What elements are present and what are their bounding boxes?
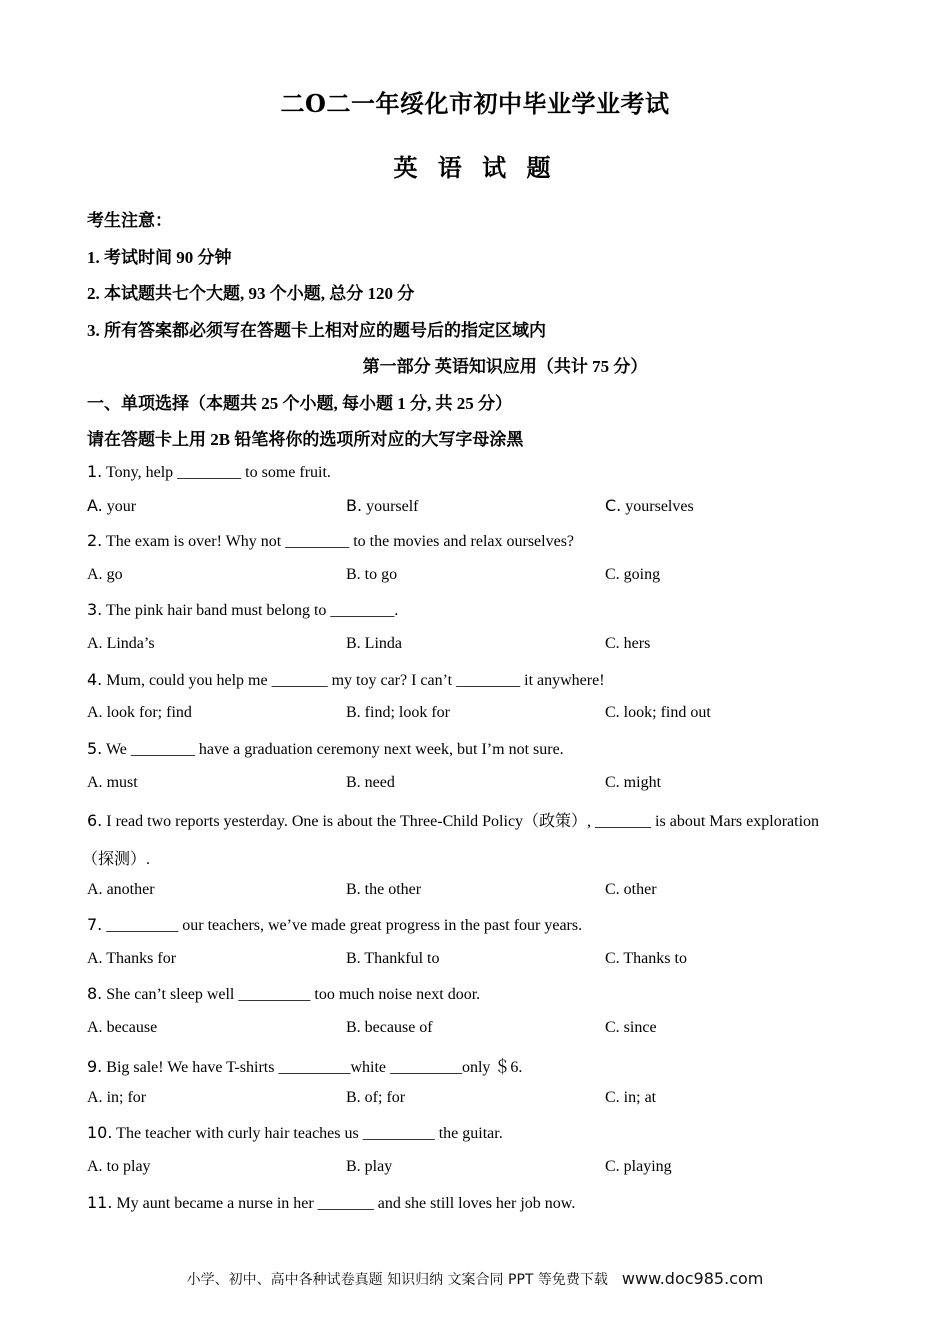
question-number: 9. bbox=[87, 1057, 103, 1076]
question-10 bbox=[87, 1123, 503, 1143]
footer-url-link[interactable]: www.doc985.com bbox=[621, 1269, 764, 1288]
option-c bbox=[605, 1019, 657, 1037]
exam-subtitle: 英 语 试 题 bbox=[393, 153, 557, 182]
option-b bbox=[346, 1158, 392, 1176]
option-label: C. bbox=[605, 1019, 620, 1036]
option-label: B. bbox=[346, 1019, 361, 1036]
option-c bbox=[605, 1158, 672, 1176]
option-text: look; find out bbox=[623, 704, 711, 721]
question-text: My aunt became a nurse in her _______ and she still loves her job now. bbox=[116, 1195, 576, 1212]
option-a bbox=[87, 1158, 151, 1176]
option-text: playing bbox=[623, 1158, 672, 1175]
notice-item: 3. 所有答案都必须写在答题卡上相对应的题号后的指定区域内 bbox=[87, 321, 546, 340]
option-label: A. bbox=[87, 496, 103, 515]
question-number: 4. bbox=[87, 670, 103, 689]
option-text: in; for bbox=[106, 1089, 147, 1106]
option-label: C. bbox=[605, 496, 622, 515]
option-label: C. bbox=[605, 635, 620, 652]
question-number: 3. bbox=[87, 600, 103, 619]
option-text: because bbox=[106, 1019, 158, 1036]
question-4 bbox=[87, 670, 605, 690]
section-instruction: 请在答题卡上用 2B 铅笔将你的选项所对应的大写字母涂黑 bbox=[87, 430, 524, 449]
question-text: She can’t sleep well _________ too much noise next door. bbox=[106, 986, 481, 1003]
option-label: C. bbox=[605, 774, 620, 791]
option-label: A. bbox=[87, 1089, 103, 1106]
question-text: The exam is over! Why not ________ to the movies and relax ourselves? bbox=[105, 533, 575, 550]
option-label: C. bbox=[605, 1089, 620, 1106]
option-a bbox=[87, 881, 155, 899]
option-text: need bbox=[364, 774, 395, 791]
notice-item: 1. 考试时间 90 分钟 bbox=[87, 248, 232, 267]
option-c bbox=[605, 881, 657, 899]
question-text: Mum, could you help me _______ my toy car? I can’t ________ it anywhere! bbox=[106, 672, 605, 689]
option-b bbox=[346, 950, 439, 968]
option-text: of; for bbox=[364, 1089, 406, 1106]
question-number: 7. bbox=[87, 915, 103, 934]
option-label: B. bbox=[346, 496, 363, 515]
option-a bbox=[87, 950, 176, 968]
question-text: _________ our teachers, we’ve made great progress in the past four years. bbox=[106, 917, 583, 934]
notice-item: 2. 本试题共七个大题, 93 个小题, 总分 120 分 bbox=[87, 284, 415, 303]
option-label: B. bbox=[346, 704, 361, 721]
option-text: Linda’s bbox=[106, 635, 155, 652]
option-label: A. bbox=[87, 566, 103, 583]
exam-title: 二O二一年绥化市初中毕业学业考试 bbox=[280, 89, 670, 118]
option-c bbox=[605, 950, 687, 968]
option-text: look for; find bbox=[106, 704, 192, 721]
option-label: B. bbox=[346, 950, 361, 967]
option-b bbox=[346, 1019, 433, 1037]
option-b bbox=[346, 1089, 405, 1107]
option-text: your bbox=[106, 498, 137, 515]
option-label: C. bbox=[605, 566, 620, 583]
option-a bbox=[87, 566, 123, 584]
option-label: A. bbox=[87, 1019, 103, 1036]
option-label: B. bbox=[346, 1158, 361, 1175]
option-label: C. bbox=[605, 881, 620, 898]
question-text: Tony, help ________ to some fruit. bbox=[105, 464, 331, 481]
question-6-continuation: （探测）. bbox=[82, 851, 151, 868]
question-8 bbox=[87, 984, 480, 1004]
option-b bbox=[346, 496, 419, 516]
option-text: hers bbox=[623, 635, 651, 652]
option-label: A. bbox=[87, 635, 103, 652]
question-text: The teacher with curly hair teaches us _________ the guitar. bbox=[116, 1125, 503, 1142]
option-label: A. bbox=[87, 881, 103, 898]
option-label: A. bbox=[87, 774, 103, 791]
question-number: 2. bbox=[87, 531, 103, 550]
option-label: A. bbox=[87, 1158, 103, 1175]
option-c bbox=[605, 635, 650, 653]
question-1 bbox=[87, 462, 331, 482]
option-text: might bbox=[623, 774, 662, 791]
option-c bbox=[605, 704, 711, 722]
question-number: 8. bbox=[87, 984, 103, 1003]
option-a bbox=[87, 1089, 146, 1107]
footer-text: 小学、初中、高中各种试卷真题 知识归纳 文案合同 PPT 等免费下载 bbox=[186, 1272, 608, 1288]
question-text: Big sale! We have T-shirts _________white _________only ＄6. bbox=[106, 1059, 523, 1076]
option-a bbox=[87, 496, 136, 516]
option-b bbox=[346, 635, 402, 653]
option-c bbox=[605, 1089, 656, 1107]
question-6 bbox=[87, 808, 819, 831]
question-text: The pink hair band must belong to ________. bbox=[105, 602, 399, 619]
option-text: Thanks to bbox=[623, 950, 687, 967]
option-label: B. bbox=[346, 635, 361, 652]
option-c bbox=[605, 566, 660, 584]
footer-banner bbox=[0, 1269, 950, 1289]
question-9 bbox=[87, 1054, 522, 1077]
option-c bbox=[605, 496, 694, 516]
question-text: We ________ have a graduation ceremony next week, but I’m not sure. bbox=[105, 741, 564, 758]
option-b bbox=[346, 704, 450, 722]
notice-heading: 考生注意： bbox=[87, 211, 172, 230]
question-7 bbox=[87, 915, 582, 935]
option-label: B. bbox=[346, 566, 361, 583]
option-a bbox=[87, 1019, 157, 1037]
option-label: C. bbox=[605, 704, 620, 721]
question-number: 6. bbox=[87, 811, 103, 830]
question-2 bbox=[87, 531, 574, 551]
option-label: B. bbox=[346, 774, 361, 791]
option-text: going bbox=[623, 566, 661, 583]
option-text: the other bbox=[364, 881, 422, 898]
part-title: 第一部分 英语知识应用（共计 75 分） bbox=[362, 357, 648, 376]
question-number: 5. bbox=[87, 739, 103, 758]
option-text: since bbox=[623, 1019, 657, 1036]
question-number: 11. bbox=[87, 1193, 113, 1212]
question-11 bbox=[87, 1193, 575, 1213]
option-label: C. bbox=[605, 950, 620, 967]
option-a bbox=[87, 704, 192, 722]
question-3 bbox=[87, 600, 398, 620]
question-text: I read two reports yesterday. One is about the Three-Child Policy（政策）, _______ is about Mars exploration bbox=[106, 813, 820, 830]
option-text: to play bbox=[106, 1158, 151, 1175]
option-text: must bbox=[106, 774, 138, 791]
section-title: 一、单项选择（本题共 25 个小题, 每小题 1 分, 共 25 分） bbox=[87, 394, 512, 413]
option-text: other bbox=[623, 881, 657, 898]
option-text: Thanks for bbox=[106, 950, 177, 967]
option-label: A. bbox=[87, 950, 103, 967]
option-b bbox=[346, 881, 421, 899]
option-b bbox=[346, 566, 397, 584]
option-b bbox=[346, 774, 395, 792]
option-text: to go bbox=[364, 566, 398, 583]
option-text: go bbox=[106, 566, 123, 583]
option-text: another bbox=[106, 881, 155, 898]
option-label: B. bbox=[346, 1089, 361, 1106]
question-5 bbox=[87, 739, 564, 759]
option-text: Thankful to bbox=[364, 950, 440, 967]
option-text: play bbox=[364, 1158, 393, 1175]
option-label: B. bbox=[346, 881, 361, 898]
option-text: yourselves bbox=[625, 498, 694, 515]
option-label: A. bbox=[87, 704, 103, 721]
question-number: 10. bbox=[87, 1123, 113, 1142]
question-number: 1. bbox=[87, 462, 103, 481]
option-text: find; look for bbox=[364, 704, 450, 721]
option-c bbox=[605, 774, 661, 792]
option-a bbox=[87, 774, 138, 792]
option-text: because of bbox=[364, 1019, 433, 1036]
option-text: in; at bbox=[623, 1089, 657, 1106]
option-text: Linda bbox=[364, 635, 402, 652]
option-a bbox=[87, 635, 155, 653]
option-label: C. bbox=[605, 1158, 620, 1175]
option-text: yourself bbox=[366, 498, 419, 515]
